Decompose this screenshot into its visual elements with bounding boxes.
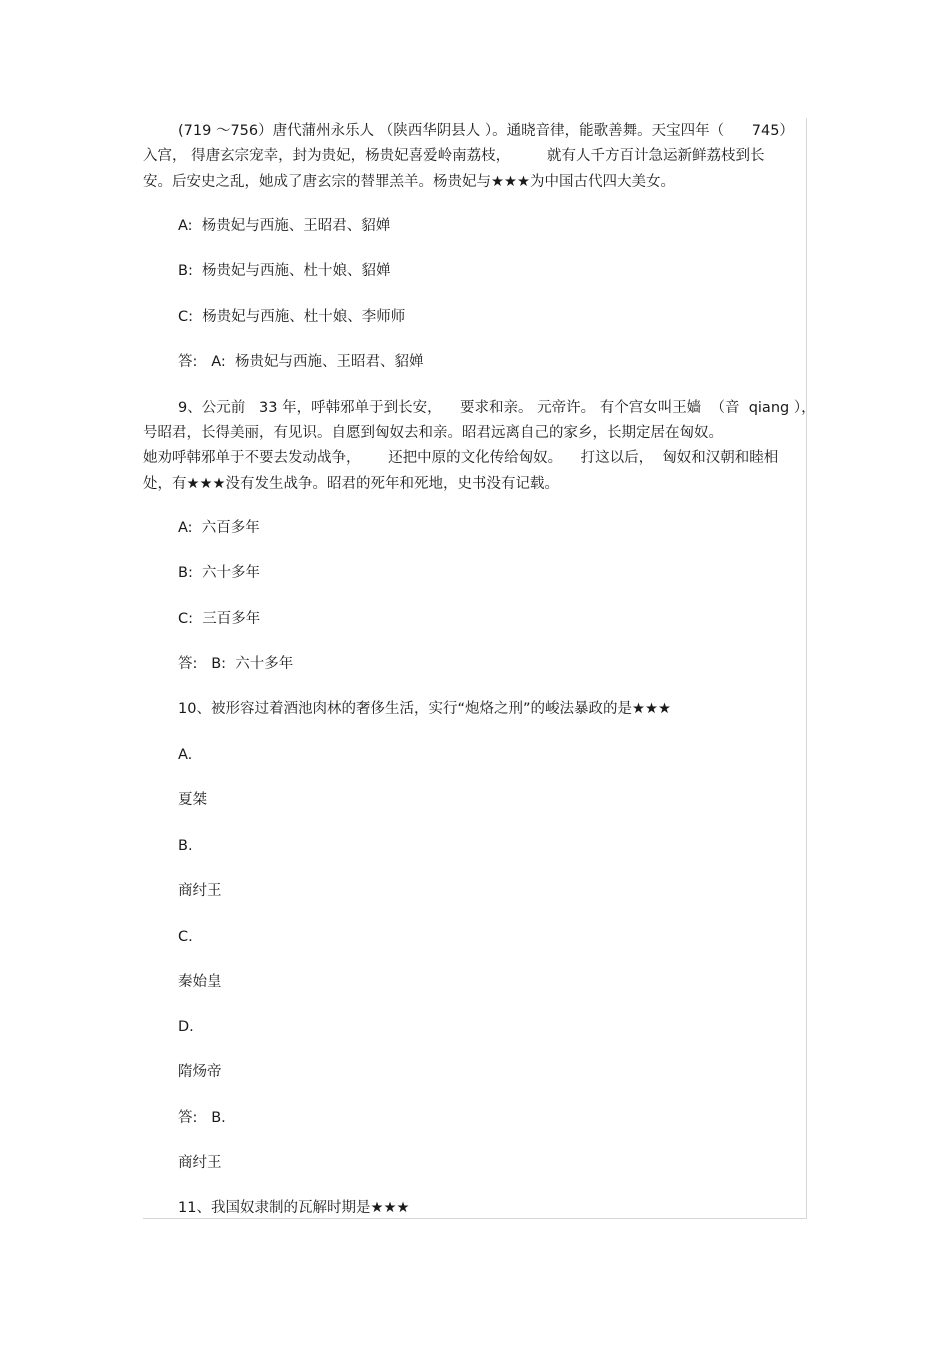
q10-option-d-label: D. (178, 1019, 194, 1035)
q10-option-a-text: 夏桀 (178, 792, 207, 808)
q10-answer-text: 商纣王 (178, 1155, 222, 1171)
q8-option-a: A: 杨贵妃与西施、王昭君、貂婵 (178, 218, 391, 234)
q9-text-line-1: 9、公元前 33 年，呼韩邪单于到长安， 要求和亲。 元帝许。 有个宫女叫王嫱 （音 qiang ）， (178, 400, 816, 416)
q10-option-c-text: 秦始皇 (178, 974, 222, 990)
q8-text-line-1: (719 ～756）唐代蒲州永乐人 （陕西华阴县人 ）。通晓音律，能歌善舞。天宝四年（ 745） (178, 123, 794, 139)
q9-option-c: C: 三百多年 (178, 611, 261, 627)
q8-text-line-3: 安。后安史之乱，她成了唐玄宗的替罪羔羊。杨贵妃与★★★为中国古代四大美女。 (143, 174, 675, 190)
q9-text-line-3: 她劝呼韩邪单于不要去发动战争， 还把中原的文化传给匈奴。 打这以后， 匈奴和汉朝和睦相 (143, 450, 779, 466)
q10-option-b-label: B. (178, 838, 193, 854)
q10-option-a-label: A. (178, 747, 193, 763)
q9-text-line-2: 号昭君，长得美丽，有见识。自愿到匈奴去和亲。昭君远离自己的家乡，长期定居在匈奴。 (143, 425, 723, 441)
q10-option-d-text: 隋炀帝 (178, 1064, 222, 1080)
q10-answer: 答: B. (178, 1110, 226, 1126)
q9-option-b: B: 六十多年 (178, 565, 261, 581)
q8-option-c: C: 杨贵妃与西施、杜十娘、李师师 (178, 309, 406, 325)
q10-option-c-label: C. (178, 929, 193, 945)
q10-question: 10、被形容过着酒池肉林的奢侈生活，实行“炮烙之刑”的峻法暴政的是★★★ (178, 701, 671, 717)
q9-option-a: A: 六百多年 (178, 520, 260, 536)
q8-answer: 答: A: 杨贵妃与西施、王昭君、貂婵 (178, 354, 424, 370)
q8-option-b: B: 杨贵妃与西施、杜十娘、貂婵 (178, 263, 391, 279)
q9-answer: 答: B: 六十多年 (178, 656, 294, 672)
q11-question: 11、我国奴隶制的瓦解时期是★★★ (178, 1200, 410, 1216)
q9-text-line-4: 处，有★★★没有发生战争。昭君的死年和死地，史书没有记载。 (143, 476, 559, 492)
q10-option-b-text: 商纣王 (178, 883, 222, 899)
q8-text-line-2: 入宫， 得唐玄宗宠幸，封为贵妃，杨贵妃喜爱岭南荔枝， 就有人千方百计急运新鲜荔枝到长 (143, 148, 765, 164)
